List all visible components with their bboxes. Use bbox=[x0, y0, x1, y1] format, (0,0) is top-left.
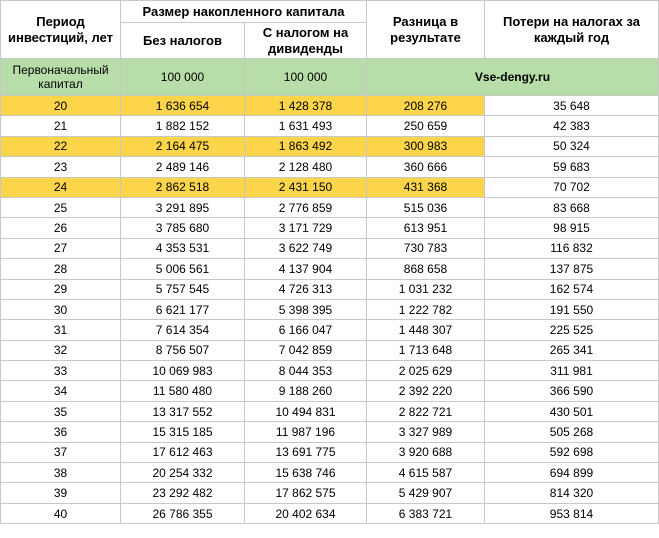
cell-no-tax: 13 317 552 bbox=[121, 401, 245, 421]
cell-year: 40 bbox=[1, 503, 121, 523]
table-row bbox=[1, 463, 659, 483]
cell-difference: 1 031 232 bbox=[367, 279, 485, 299]
cell-year: 39 bbox=[1, 483, 121, 503]
cell-difference: 300 983 bbox=[367, 136, 485, 156]
table-row bbox=[1, 299, 659, 319]
cell-tax-loss: 592 698 bbox=[485, 442, 659, 462]
cell-no-tax: 5 757 545 bbox=[121, 279, 245, 299]
cell-with-tax: 2 128 480 bbox=[245, 157, 367, 177]
cell-with-tax: 9 188 260 bbox=[245, 381, 367, 401]
cell-difference: 3 920 688 bbox=[367, 442, 485, 462]
header-difference: Разница в результате bbox=[367, 1, 485, 59]
cell-year: 36 bbox=[1, 422, 121, 442]
cell-no-tax: 20 254 332 bbox=[121, 463, 245, 483]
cell-tax-loss: 430 501 bbox=[485, 401, 659, 421]
table-row bbox=[1, 259, 659, 279]
initial-no-tax: 100 000 bbox=[121, 59, 245, 96]
cell-tax-loss: 137 875 bbox=[485, 259, 659, 279]
cell-no-tax: 10 069 983 bbox=[121, 361, 245, 381]
cell-difference: 1 448 307 bbox=[367, 320, 485, 340]
cell-year: 23 bbox=[1, 157, 121, 177]
cell-difference: 730 783 bbox=[367, 238, 485, 258]
cell-difference: 5 429 907 bbox=[367, 483, 485, 503]
header-tax-loss: Потери на налогах за каждый год bbox=[485, 1, 659, 59]
header-no-tax: Без налогов bbox=[121, 23, 245, 59]
cell-with-tax: 4 726 313 bbox=[245, 279, 367, 299]
table-row bbox=[1, 483, 659, 503]
header-capital-group: Размер накопленного капитала bbox=[121, 1, 367, 23]
cell-difference: 868 658 bbox=[367, 259, 485, 279]
table-row bbox=[1, 340, 659, 360]
cell-no-tax: 3 785 680 bbox=[121, 218, 245, 238]
cell-no-tax: 7 614 354 bbox=[121, 320, 245, 340]
table-row bbox=[1, 157, 659, 177]
header-with-tax: С налогом на дивиденды bbox=[245, 23, 367, 59]
cell-no-tax: 2 489 146 bbox=[121, 157, 245, 177]
cell-tax-loss: 98 915 bbox=[485, 218, 659, 238]
cell-tax-loss: 694 899 bbox=[485, 463, 659, 483]
cell-year: 37 bbox=[1, 442, 121, 462]
table-row bbox=[1, 422, 659, 442]
table-row bbox=[1, 218, 659, 238]
cell-year: 21 bbox=[1, 116, 121, 136]
cell-with-tax: 4 137 904 bbox=[245, 259, 367, 279]
cell-year: 31 bbox=[1, 320, 121, 340]
cell-tax-loss: 162 574 bbox=[485, 279, 659, 299]
cell-with-tax: 15 638 746 bbox=[245, 463, 367, 483]
brand-label: Vse-dengy.ru bbox=[367, 59, 659, 96]
table-row bbox=[1, 116, 659, 136]
cell-difference: 431 368 bbox=[367, 177, 485, 197]
cell-with-tax: 1 863 492 bbox=[245, 136, 367, 156]
cell-with-tax: 3 171 729 bbox=[245, 218, 367, 238]
cell-difference: 1 222 782 bbox=[367, 299, 485, 319]
cell-year: 22 bbox=[1, 136, 121, 156]
initial-with-tax: 100 000 bbox=[245, 59, 367, 96]
cell-with-tax: 5 398 395 bbox=[245, 299, 367, 319]
cell-year: 28 bbox=[1, 259, 121, 279]
cell-no-tax: 4 353 531 bbox=[121, 238, 245, 258]
cell-tax-loss: 191 550 bbox=[485, 299, 659, 319]
cell-year: 29 bbox=[1, 279, 121, 299]
cell-with-tax: 2 776 859 bbox=[245, 197, 367, 217]
cell-with-tax: 7 042 859 bbox=[245, 340, 367, 360]
cell-with-tax: 8 044 353 bbox=[245, 361, 367, 381]
cell-difference: 515 036 bbox=[367, 197, 485, 217]
cell-tax-loss: 953 814 bbox=[485, 503, 659, 523]
cell-with-tax: 2 431 150 bbox=[245, 177, 367, 197]
cell-year: 25 bbox=[1, 197, 121, 217]
cell-tax-loss: 265 341 bbox=[485, 340, 659, 360]
cell-tax-loss: 35 648 bbox=[485, 96, 659, 116]
cell-difference: 2 025 629 bbox=[367, 361, 485, 381]
cell-year: 33 bbox=[1, 361, 121, 381]
table-row bbox=[1, 136, 659, 156]
cell-tax-loss: 42 383 bbox=[485, 116, 659, 136]
cell-tax-loss: 70 702 bbox=[485, 177, 659, 197]
cell-year: 35 bbox=[1, 401, 121, 421]
table-row bbox=[1, 96, 659, 116]
table-row bbox=[1, 197, 659, 217]
cell-no-tax: 26 786 355 bbox=[121, 503, 245, 523]
cell-no-tax: 15 315 185 bbox=[121, 422, 245, 442]
cell-tax-loss: 814 320 bbox=[485, 483, 659, 503]
cell-year: 30 bbox=[1, 299, 121, 319]
cell-difference: 1 713 648 bbox=[367, 340, 485, 360]
cell-with-tax: 3 622 749 bbox=[245, 238, 367, 258]
cell-tax-loss: 505 268 bbox=[485, 422, 659, 442]
cell-year: 38 bbox=[1, 463, 121, 483]
cell-year: 20 bbox=[1, 96, 121, 116]
cell-difference: 4 615 587 bbox=[367, 463, 485, 483]
cell-no-tax: 23 292 482 bbox=[121, 483, 245, 503]
cell-no-tax: 11 580 480 bbox=[121, 381, 245, 401]
cell-with-tax: 1 428 378 bbox=[245, 96, 367, 116]
cell-difference: 208 276 bbox=[367, 96, 485, 116]
table-row bbox=[1, 320, 659, 340]
cell-tax-loss: 366 590 bbox=[485, 381, 659, 401]
cell-difference: 2 392 220 bbox=[367, 381, 485, 401]
cell-difference: 3 327 989 bbox=[367, 422, 485, 442]
cell-with-tax: 20 402 634 bbox=[245, 503, 367, 523]
cell-tax-loss: 116 832 bbox=[485, 238, 659, 258]
cell-year: 32 bbox=[1, 340, 121, 360]
cell-difference: 6 383 721 bbox=[367, 503, 485, 523]
cell-no-tax: 3 291 895 bbox=[121, 197, 245, 217]
cell-no-tax: 1 636 654 bbox=[121, 96, 245, 116]
table-row bbox=[1, 177, 659, 197]
cell-tax-loss: 83 668 bbox=[485, 197, 659, 217]
table-row bbox=[1, 401, 659, 421]
cell-with-tax: 1 631 493 bbox=[245, 116, 367, 136]
cell-tax-loss: 59 683 bbox=[485, 157, 659, 177]
cell-no-tax: 8 756 507 bbox=[121, 340, 245, 360]
cell-difference: 2 822 721 bbox=[367, 401, 485, 421]
header-period: Период инвестиций, лет bbox=[1, 1, 121, 59]
cell-tax-loss: 311 981 bbox=[485, 361, 659, 381]
cell-year: 24 bbox=[1, 177, 121, 197]
cell-year: 27 bbox=[1, 238, 121, 258]
cell-no-tax: 5 006 561 bbox=[121, 259, 245, 279]
cell-year: 26 bbox=[1, 218, 121, 238]
initial-capital-row bbox=[1, 59, 659, 96]
cell-year: 34 bbox=[1, 381, 121, 401]
cell-difference: 250 659 bbox=[367, 116, 485, 136]
cell-no-tax: 6 621 177 bbox=[121, 299, 245, 319]
cell-difference: 613 951 bbox=[367, 218, 485, 238]
cell-with-tax: 10 494 831 bbox=[245, 401, 367, 421]
cell-tax-loss: 50 324 bbox=[485, 136, 659, 156]
table-row bbox=[1, 503, 659, 523]
table-row bbox=[1, 279, 659, 299]
table-row bbox=[1, 238, 659, 258]
table-row bbox=[1, 381, 659, 401]
cell-with-tax: 13 691 775 bbox=[245, 442, 367, 462]
cell-no-tax: 17 612 463 bbox=[121, 442, 245, 462]
cell-tax-loss: 225 525 bbox=[485, 320, 659, 340]
cell-with-tax: 11 987 196 bbox=[245, 422, 367, 442]
cell-with-tax: 6 166 047 bbox=[245, 320, 367, 340]
cell-no-tax: 2 862 518 bbox=[121, 177, 245, 197]
table-row bbox=[1, 361, 659, 381]
table-row bbox=[1, 442, 659, 462]
table-body bbox=[1, 96, 659, 524]
cell-difference: 360 666 bbox=[367, 157, 485, 177]
cell-no-tax: 1 882 152 bbox=[121, 116, 245, 136]
cell-with-tax: 17 862 575 bbox=[245, 483, 367, 503]
initial-capital-label: Первоначальный капитал bbox=[1, 59, 121, 96]
cell-no-tax: 2 164 475 bbox=[121, 136, 245, 156]
